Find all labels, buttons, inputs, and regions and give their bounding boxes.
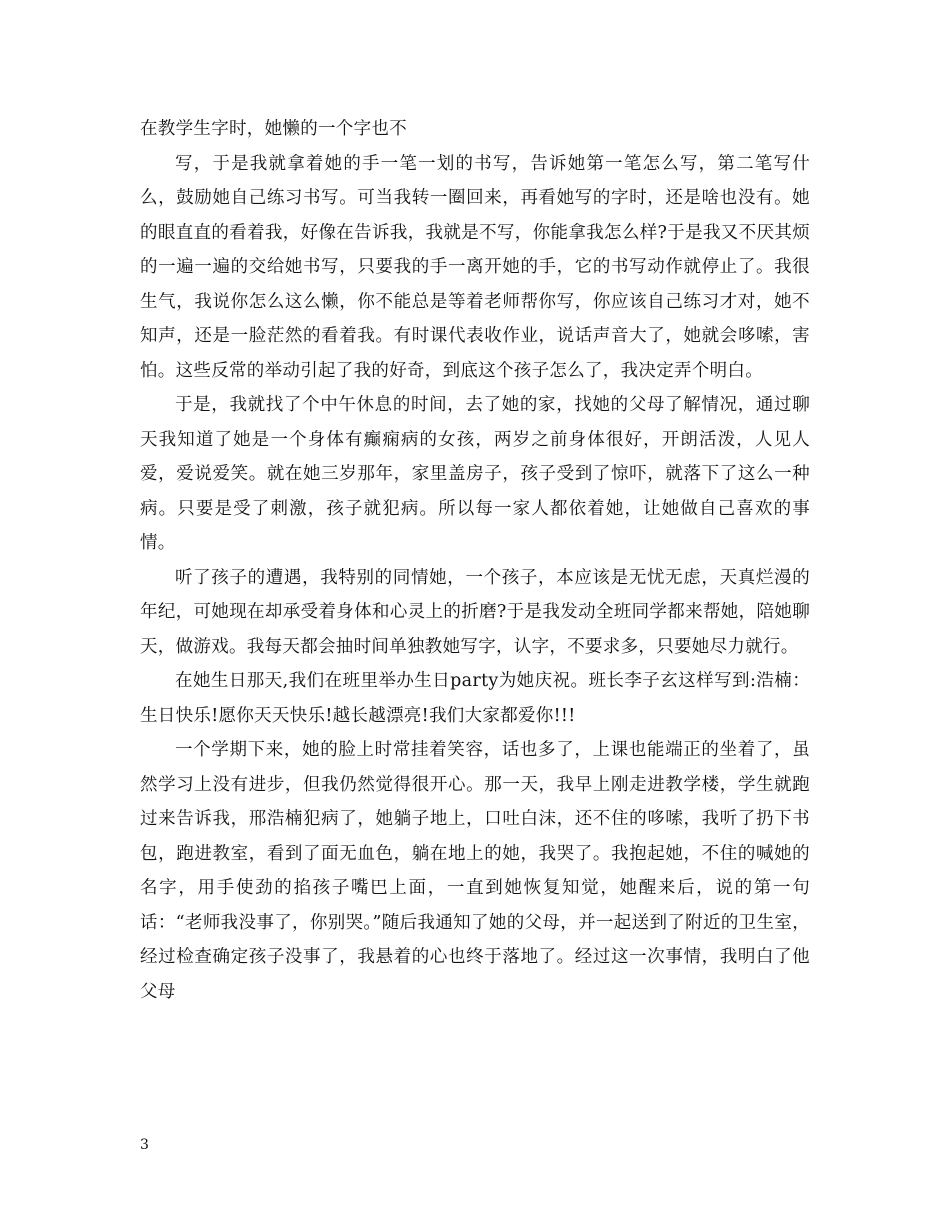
paragraph-3: 于是，我就找了个中午休息的时间，去了她的家，找她的父母了解情况，通过聊天我知道了她是一个身体有癫痫病的女孩，两岁之前身体很好，开朗活泼，人见人爱，爱说爱笑。就在她三岁那年，家里盖房子，孩子受到了惊吓，就落下了这么一种病。只要是受了刺激，孩子就犯病。所以每一家人都依着她，让她做自己喜欢的事情。	[140, 395, 810, 553]
paragraph-6: 一个学期下来，她的脸上时常挂着笑容，话也多了，上课也能端正的坐着了，虽然学习上没有进步，但我仍然觉得很开心。那一天，我早上刚走进教学楼，学生就跑过来告诉我，邢浩楠犯病了，她躺子地上，口吐白沫，还不住的哆嗦，我听了扔下书包，跑进教室，看到了面无血色，躺在地上的她，我哭了。我抱起她，不住的喊她的名字，用手使劲的掐孩子嘴巴上面，一直到她恢复知觉，她醒来后，说的第一句话：“老师我没事了，你别哭。”随后我通知了她的父母，并一起送到了附近的卫生室，经过检查确定孩子没事了，我悬着的心也终于落地了。经过这一次事情，我明白了他父母	[140, 740, 810, 1002]
paragraph-5: 在她生日那天,我们在班里举办生日party为她庆祝。班长李子玄这样写到:浩楠：生日快乐!愿你天天快乐!越长越漂亮!我们大家都爱你!!!	[140, 671, 810, 726]
page-number: 3	[140, 1137, 149, 1153]
paragraph-1: 在教学生字时，她懒的一个字也不	[140, 119, 407, 139]
paragraph-4: 听了孩子的遭遇，我特别的同情她，一个孩子，本应该是无忧无虑，天真烂漫的年纪，可她现在却承受着身体和心灵上的折磨?于是我发动全班同学都来帮她，陪她聊天，做游戏。我每天都会抽时间单独教她写字，认字，不要求多，只要她尽力就行。	[140, 567, 810, 657]
paragraph-2: 写，于是我就拿着她的手一笔一划的书写，告诉她第一笔怎么写，第二笔写什么，鼓励她自己练习书写。可当我转一圈回来，再看她写的字时，还是啥也没有。她的眼直直的看着我，好像在告诉我，我就是不写，你能拿我怎么样?于是我又不厌其烦的一遍一遍的交给她书写，只要我的手一离开她的手，它的书写动作就停止了。我很生气，我说你怎么这么懒，你不能总是等着老师帮你写，你应该自己练习才对，她不知声，还是一脸茫然的看着我。有时课代表收作业，说话声音大了，她就会哆嗦，害怕。这些反常的举动引起了我的好奇，到底这个孩子怎么了，我决定弄个明白。	[140, 153, 810, 381]
document-body	[140, 112, 810, 1009]
